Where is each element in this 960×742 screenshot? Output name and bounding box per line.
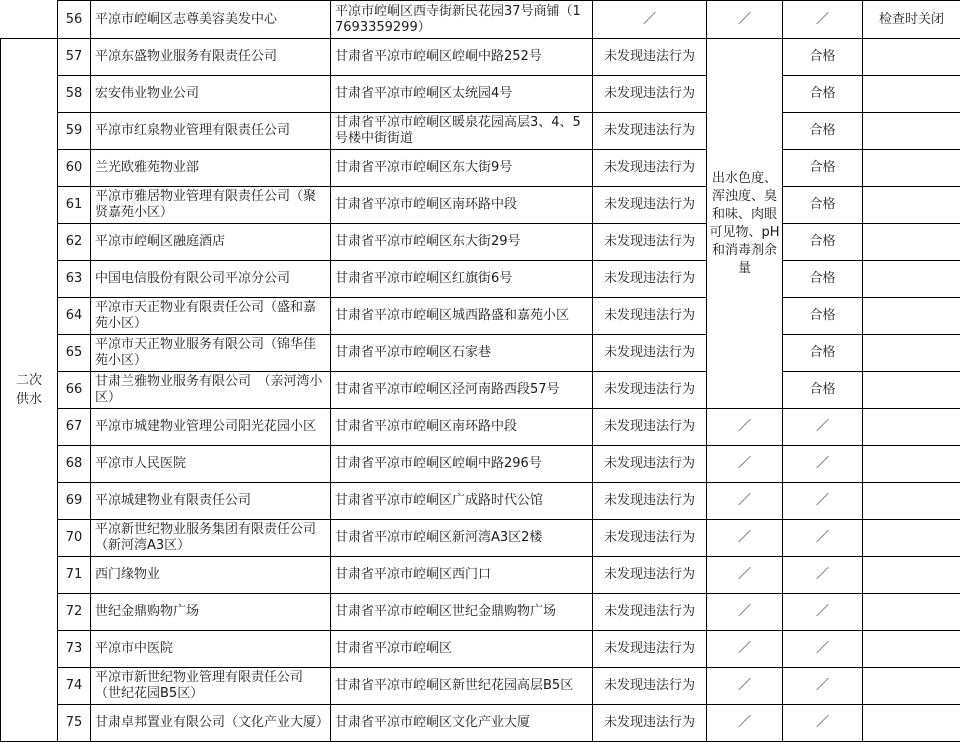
unit-address: 甘肃省平凉市崆峒区新世纪花园高层B5区 [331, 668, 593, 705]
remark [863, 446, 960, 483]
unit-address: 甘肃省平凉市崆峒区红旗街6号 [331, 261, 593, 298]
row-number: 66 [58, 372, 91, 409]
unit-address: 甘肃省平凉市崆峒区世纪金鼎购物广场 [331, 594, 593, 631]
inspection-result: 未发现违法行为 [593, 409, 707, 446]
check-result: ／ [783, 705, 863, 742]
check-result: ／ [783, 557, 863, 594]
unit-name: 甘肃兰雅物业服务有限公司 （亲河湾小区） [91, 372, 331, 409]
unit-address: 甘肃省平凉市崆峒区 [331, 631, 593, 668]
unit-name: 平凉市人民医院 [91, 446, 331, 483]
table-row [1, 224, 960, 261]
table-row [1, 187, 960, 224]
inspection-items: ／ [707, 520, 783, 557]
row-number: 57 [58, 39, 91, 76]
inspection-result: 未发现违法行为 [593, 187, 707, 224]
unit-name: 平凉市红泉物业管理有限责任公司 [91, 113, 331, 150]
remark [863, 668, 960, 705]
unit-address: 甘肃省平凉市崆峒区太统园4号 [331, 76, 593, 113]
table-row [1, 298, 960, 335]
check-result: ／ [783, 1, 863, 39]
unit-name: 世纪金鼎购物广场 [91, 594, 331, 631]
row-number: 65 [58, 335, 91, 372]
unit-name: 甘肃卓邦置业有限公司（文化产业大厦） [91, 705, 331, 742]
remark [863, 150, 960, 187]
inspection-result: 未发现违法行为 [593, 150, 707, 187]
table-row [1, 150, 960, 187]
unit-address: 平凉市崆峒区西寺街新民花园37号商铺（17693359299） [331, 1, 593, 39]
row-number: 58 [58, 76, 91, 113]
row-number: 59 [58, 113, 91, 150]
row-number: 71 [58, 557, 91, 594]
check-result: 合格 [783, 298, 863, 335]
check-result: ／ [783, 483, 863, 520]
unit-address: 甘肃省平凉市崆峒区暖泉花园高层3、4、5号楼中街街道 [331, 113, 593, 150]
inspection-result: 未发现违法行为 [593, 631, 707, 668]
unit-name: 平凉市崆峒区融庭酒店 [91, 224, 331, 261]
row-number: 72 [58, 594, 91, 631]
inspection-items: ／ [707, 409, 783, 446]
check-result: 合格 [783, 187, 863, 224]
inspection-result: 未发现违法行为 [593, 335, 707, 372]
check-result: 合格 [783, 76, 863, 113]
unit-name: 平凉市崆峒区志尊美容美发中心 [91, 1, 331, 39]
check-result: ／ [783, 446, 863, 483]
remark [863, 557, 960, 594]
unit-name: 平凉市新世纪物业管理有限责任公司（世纪花园B5区） [91, 668, 331, 705]
unit-address: 甘肃省平凉市崆峒区泾河南路西段57号 [331, 372, 593, 409]
table-row [1, 261, 960, 298]
unit-name: 西门缘物业 [91, 557, 331, 594]
unit-address: 甘肃省平凉市崆峒区崆峒中路296号 [331, 446, 593, 483]
unit-address: 甘肃省平凉市崆峒区城西路盛和嘉苑小区 [331, 298, 593, 335]
table-row [1, 594, 960, 631]
remark [863, 631, 960, 668]
inspection-result: 未发现违法行为 [593, 261, 707, 298]
unit-name: 兰光欧雅苑物业部 [91, 150, 331, 187]
inspection-result: 未发现违法行为 [593, 446, 707, 483]
unit-address: 甘肃省平凉市崆峒区新河湾A3区2楼 [331, 520, 593, 557]
table-row [1, 335, 960, 372]
inspection-result: 未发现违法行为 [593, 39, 707, 76]
remark [863, 335, 960, 372]
unit-address: 甘肃省平凉市崆峒区东大街9号 [331, 150, 593, 187]
check-result: ／ [783, 409, 863, 446]
check-result: ／ [783, 520, 863, 557]
remark [863, 76, 960, 113]
unit-name: 平凉东盛物业服务有限责任公司 [91, 39, 331, 76]
inspection-items: ／ [707, 668, 783, 705]
row-number: 63 [58, 261, 91, 298]
inspection-result: 未发现违法行为 [593, 705, 707, 742]
check-result: ／ [783, 668, 863, 705]
unit-name: 宏安伟业物业公司 [91, 76, 331, 113]
check-result: 合格 [783, 150, 863, 187]
inspection-items: ／ [707, 705, 783, 742]
unit-address: 甘肃省平凉市崆峒区石家巷 [331, 335, 593, 372]
remark [863, 298, 960, 335]
table-row [1, 557, 960, 594]
unit-address: 甘肃省平凉市崆峒区南环路中段 [331, 409, 593, 446]
remark [863, 594, 960, 631]
table-row [1, 520, 960, 557]
unit-name: 平凉市天正物业有限责任公司（盛和嘉苑小区） [91, 298, 331, 335]
row-number: 73 [58, 631, 91, 668]
remark [863, 372, 960, 409]
unit-address: 甘肃省平凉市崆峒区南环路中段 [331, 187, 593, 224]
check-result: 合格 [783, 335, 863, 372]
check-result: 合格 [783, 39, 863, 76]
unit-address: 甘肃省平凉市崆峒区崆峒中路252号 [331, 39, 593, 76]
inspection-items: ／ [707, 446, 783, 483]
remark [863, 705, 960, 742]
row-number: 75 [58, 705, 91, 742]
inspection-result: 未发现违法行为 [593, 372, 707, 409]
unit-address: 甘肃省平凉市崆峒区东大街29号 [331, 224, 593, 261]
unit-address: 甘肃省平凉市崆峒区西门口 [331, 557, 593, 594]
check-result: ／ [783, 594, 863, 631]
check-result: 合格 [783, 261, 863, 298]
remark [863, 39, 960, 76]
inspection-result: 未发现违法行为 [593, 298, 707, 335]
row-number: 67 [58, 409, 91, 446]
table-row [1, 631, 960, 668]
inspection-items-merged: 出水色度、浑浊度、臭和味、肉眼可见物、pH和消毒剂余量 [707, 39, 783, 409]
inspection-items: ／ [707, 483, 783, 520]
unit-name: 平凉市天正物业服务有限公司（锦华佳苑小区） [91, 335, 331, 372]
unit-name: 平凉市城建物业管理公司阳光花园小区 [91, 409, 331, 446]
inspection-items: ／ [707, 1, 783, 39]
inspection-items: ／ [707, 631, 783, 668]
unit-address: 甘肃省平凉市崆峒区广成路时代公馆 [331, 483, 593, 520]
table-row [1, 1, 960, 39]
table-row [1, 705, 960, 742]
remark [863, 520, 960, 557]
check-result: ／ [783, 631, 863, 668]
row-number: 64 [58, 298, 91, 335]
remark [863, 187, 960, 224]
check-result: 合格 [783, 113, 863, 150]
row-number: 62 [58, 224, 91, 261]
inspection-result: 未发现违法行为 [593, 520, 707, 557]
row-number: 61 [58, 187, 91, 224]
row-number: 60 [58, 150, 91, 187]
row-number: 70 [58, 520, 91, 557]
inspection-result: 未发现违法行为 [593, 76, 707, 113]
inspection-items: ／ [707, 594, 783, 631]
inspection-result: ／ [593, 1, 707, 39]
unit-name: 平凉市中医院 [91, 631, 331, 668]
inspection-result: 未发现违法行为 [593, 224, 707, 261]
table-row [1, 372, 960, 409]
row-number: 68 [58, 446, 91, 483]
row-number: 69 [58, 483, 91, 520]
remark: 检查时关闭 [863, 1, 960, 39]
row-number: 74 [58, 668, 91, 705]
check-result: 合格 [783, 224, 863, 261]
unit-name: 平凉新世纪物业服务集团有限责任公司（新河湾A3区） [91, 520, 331, 557]
inspection-result: 未发现违法行为 [593, 557, 707, 594]
category-cell-empty [1, 1, 58, 39]
inspection-items: ／ [707, 557, 783, 594]
remark [863, 224, 960, 261]
remark [863, 113, 960, 150]
inspection-result: 未发现违法行为 [593, 594, 707, 631]
table-row [1, 409, 960, 446]
category-cell [1, 39, 58, 742]
table-row [1, 483, 960, 520]
unit-name: 平凉城建物业有限责任公司 [91, 483, 331, 520]
check-result: 合格 [783, 372, 863, 409]
inspection-result: 未发现违法行为 [593, 668, 707, 705]
table-row [1, 668, 960, 705]
inspection-result: 未发现违法行为 [593, 483, 707, 520]
category-label: 二次供水 [15, 373, 42, 407]
remark [863, 409, 960, 446]
table-row [1, 39, 960, 76]
remark [863, 261, 960, 298]
unit-name: 平凉市雅居物业管理有限责任公司（聚贤嘉苑小区） [91, 187, 331, 224]
table-row [1, 76, 960, 113]
table-row [1, 113, 960, 150]
inspection-result: 未发现违法行为 [593, 113, 707, 150]
unit-address: 甘肃省平凉市崆峒区文化产业大厦 [331, 705, 593, 742]
table-row [1, 446, 960, 483]
unit-name: 中国电信股份有限公司平凉分公司 [91, 261, 331, 298]
row-number: 56 [58, 1, 91, 39]
remark [863, 483, 960, 520]
